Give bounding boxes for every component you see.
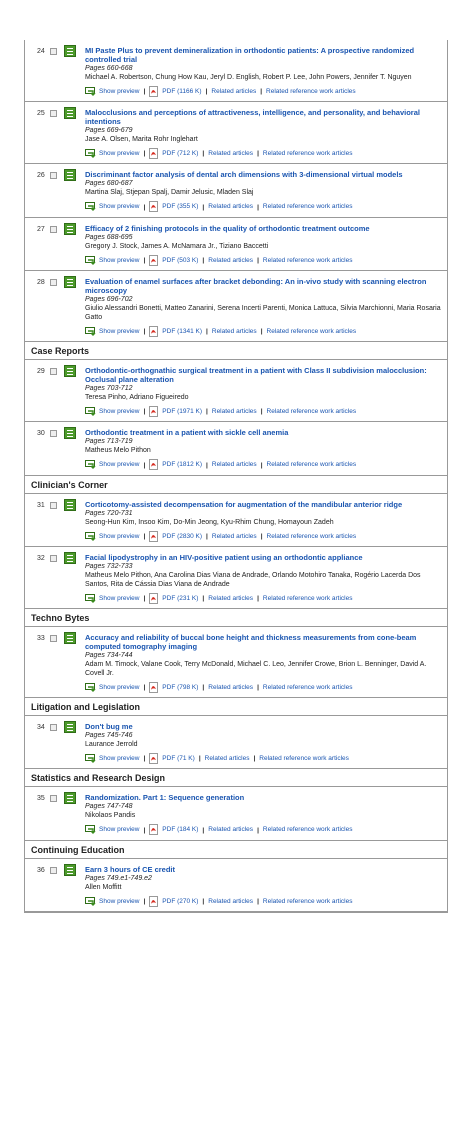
show-preview-link[interactable]: Show preview [99,88,140,96]
related-articles-link[interactable]: Related articles [208,203,254,211]
select-checkbox[interactable] [50,635,57,642]
article-links [85,148,441,159]
article-number: 24 [37,48,45,55]
show-preview-link[interactable]: Show preview [99,684,140,692]
article-item [25,627,447,698]
pdf-link[interactable]: PDF (1812 K) [162,461,203,469]
article-pages: Pages 696-702 [85,295,133,303]
preview-icon[interactable] [85,149,97,158]
select-checkbox[interactable] [50,724,57,731]
related-reference-link[interactable]: Related reference work articles [266,532,357,540]
separator: | [143,408,146,416]
select-checkbox[interactable] [50,172,57,179]
abstract-icon[interactable] [64,552,76,564]
article-item [25,271,447,342]
separator: | [143,150,146,158]
article-pages: Pages 720-731 [85,509,133,517]
preview-icon[interactable] [85,754,97,763]
preview-icon[interactable] [85,897,97,906]
pdf-icon[interactable] [149,753,159,764]
separator: | [143,755,146,763]
section-heading: Case Reports [25,342,447,360]
preview-icon[interactable] [85,202,97,211]
select-checkbox[interactable] [50,368,57,375]
related-articles-link[interactable]: Related articles [208,594,254,602]
pdf-icon[interactable] [149,896,159,907]
abstract-icon[interactable] [64,632,76,644]
article-authors: Adam M. Timock, Valane Cook, Terry McDonald, Michael C. Leo, Jennifer Crowe, Brion L. Benninger, David A. Covell Jr. [85,660,427,677]
related-articles-link[interactable]: Related articles [211,532,257,540]
article-item [25,164,447,217]
separator: | [257,256,259,264]
separator: | [260,461,263,469]
pdf-icon[interactable] [149,682,159,693]
section-heading: Litigation and Legislation [25,698,447,716]
article-title-link[interactable]: Randomization. Part 1: Sequence generation [85,793,245,803]
separator: | [257,826,259,834]
related-reference-link[interactable]: Related reference work articles [266,88,356,96]
article-authors: Matheus Melo Pithon [85,447,151,455]
show-preview-link[interactable]: Show preview [99,256,140,264]
pdf-link[interactable]: PDF (270 K) [162,897,199,905]
select-checkbox[interactable] [50,430,57,437]
show-preview-link[interactable]: Show preview [99,532,140,540]
pdf-link[interactable]: PDF (1971 K) [162,408,203,416]
article-links [85,86,441,97]
abstract-icon[interactable] [64,365,76,377]
article-title-link[interactable]: Orthodontic treatment in a patient with sickle cell anemia [85,428,289,438]
separator: | [257,684,259,692]
pdf-link[interactable]: PDF (2830 K) [162,532,203,540]
preview-icon[interactable] [85,407,97,416]
article-title-link[interactable]: Orthodontic-orthognathic surgical treatment in a patient with Class II subdivision malocclusion: Occlusal plane alteration [85,366,427,385]
section-heading: Clinician's Corner [25,476,447,494]
article-title-link[interactable]: Facial lipodystrophy in an HIV-positive patient using an orthodontic appliance [85,552,363,562]
separator: | [202,203,205,211]
article-item [25,787,447,840]
separator: | [143,328,146,336]
abstract-icon[interactable] [64,169,76,181]
separator: | [143,684,146,692]
article-item [25,218,447,271]
article-links [85,682,441,693]
preview-icon[interactable] [85,87,97,96]
preview-icon[interactable] [85,532,97,541]
related-articles-link[interactable]: Related articles [208,684,254,692]
article-pages: Pages 688-695 [85,233,133,241]
article-number: 36 [37,866,45,874]
select-checkbox[interactable] [50,279,57,286]
article-links [85,896,441,907]
separator: | [202,684,205,692]
abstract-icon[interactable] [64,223,76,235]
article-authors: Allen Moffitt [85,883,122,891]
select-checkbox[interactable] [50,795,57,802]
article-links [85,255,441,266]
separator: | [260,532,263,540]
separator: | [143,897,146,905]
article-links [85,753,441,764]
pdf-icon[interactable] [149,255,159,266]
pdf-icon[interactable] [149,201,159,212]
show-preview-link[interactable]: Show preview [99,826,140,834]
related-articles-link[interactable]: Related articles [211,408,257,416]
article-pages: Pages 749.e1-749.e2 [85,874,152,882]
separator: | [202,826,205,834]
pdf-link[interactable]: PDF (712 K) [162,150,199,158]
preview-icon[interactable] [85,594,97,603]
related-reference-link[interactable]: Related reference work articles [262,684,353,692]
select-checkbox[interactable] [50,555,57,562]
related-articles-link[interactable]: Related articles [208,826,254,834]
pdf-link[interactable]: PDF (231 K) [162,594,199,602]
select-checkbox[interactable] [50,110,57,117]
pdf-icon[interactable] [149,824,159,835]
article-item [25,547,447,609]
pdf-icon[interactable] [149,459,159,470]
pdf-link[interactable]: PDF (1166 K) [162,88,202,96]
abstract-icon[interactable] [64,107,76,119]
pdf-icon[interactable] [149,406,159,417]
separator: | [143,461,146,469]
preview-icon[interactable] [85,256,97,265]
pdf-icon[interactable] [149,148,159,159]
related-articles-link[interactable]: Related articles [208,150,254,158]
article-links [85,824,441,835]
related-reference-link[interactable]: Related reference work articles [266,408,357,416]
article-links [85,406,441,417]
abstract-icon[interactable] [64,499,76,511]
article-number: 26 [37,172,45,180]
abstract-icon[interactable] [64,864,76,876]
show-preview-link[interactable]: Show preview [99,203,140,211]
separator: | [202,256,205,264]
separator: | [198,755,201,763]
abstract-icon[interactable] [64,721,76,733]
article-links [85,459,441,470]
article-number: 33 [37,634,45,642]
article-authors: Giulio Alessandri Bonetti, Matteo Zanarini, Serena Incerti Parenti, Monica Lattuca, Silvia Marchionni, Maria Rosaria Gatto [85,304,441,321]
article-pages: Pages 680-687 [85,180,133,188]
separator: | [202,897,205,905]
article-number: 31 [37,501,45,509]
select-checkbox[interactable] [50,867,57,874]
article-title-link[interactable]: Corticotomy-assisted decompensation for augmentation of the mandibular anterior ridge [85,499,403,509]
article-pages: Pages 732-733 [85,562,133,570]
article-authors: Jase A. Olsen, Marita Rohr Inglehart [85,136,198,144]
article-item [25,40,447,102]
abstract-icon[interactable] [64,276,76,288]
article-number: 32 [37,554,45,562]
separator: | [143,256,146,264]
pdf-icon[interactable] [149,86,159,97]
pdf-link[interactable]: PDF (503 K) [162,256,199,264]
pdf-icon[interactable] [149,326,159,337]
article-title-link[interactable]: Evaluation of enamel surfaces after bracket debonding: An in-vivo study with scanning electron microscopy [85,276,427,295]
show-preview-link[interactable]: Show preview [99,594,140,602]
article-links [85,326,441,337]
article-links [85,593,441,604]
related-reference-link[interactable]: Related reference work articles [262,897,353,905]
related-articles-link[interactable]: Related articles [211,328,257,336]
separator: | [260,328,263,336]
pdf-icon[interactable] [149,593,159,604]
abstract-icon[interactable] [64,792,76,804]
article-authors: Nikolaos Pandis [85,812,136,820]
related-reference-link[interactable]: Related reference work articles [259,755,349,763]
show-preview-link[interactable]: Show preview [99,328,140,336]
separator: | [257,897,259,905]
article-pages: Pages 713-719 [85,438,133,446]
abstract-icon[interactable] [64,45,76,57]
article-authors: Seong-Hun Kim, Insoo Kim, Do-Min Jeong, Kyu-Rhim Chung, Homayoun Zadeh [85,518,334,526]
separator: | [143,203,146,211]
separator: | [143,594,146,602]
article-item [25,859,447,912]
related-reference-link[interactable]: Related reference work articles [262,594,353,602]
article-pages: Pages 747-748 [85,803,133,811]
show-preview-link[interactable]: Show preview [99,897,140,905]
article-authors: Teresa Pinho, Adriano Figueiredo [85,394,189,402]
article-authors: Laurance Jerrold [85,741,138,749]
article-number: 25 [37,110,45,118]
article-number: 27 [37,225,45,233]
related-articles-link[interactable]: Related articles [208,897,254,905]
related-articles-link[interactable]: Related articles [211,461,257,469]
article-links [85,531,441,542]
separator: | [205,88,208,96]
article-item [25,716,447,769]
preview-icon[interactable] [85,683,97,692]
article-authors: Gregory J. Stock, James A. McNamara Jr., Tiziano Baccetti [85,242,269,250]
separator: | [206,328,208,336]
pdf-link[interactable]: PDF (71 K) [162,755,195,763]
pdf-link[interactable]: PDF (355 K) [162,203,199,211]
article-item [25,494,447,547]
pdf-icon[interactable] [149,531,159,542]
select-checkbox[interactable] [50,48,57,55]
preview-icon[interactable] [85,825,97,834]
article-title-link[interactable]: Efficacy of 2 finishing protocols in the quality of orthodontic treatment outcome [85,223,370,233]
article-title-link[interactable]: Accuracy and reliability of buccal bone height and thickness measurements from cone-beam computed tomography imaging [85,632,417,651]
article-item [25,102,447,164]
article-authors: Michael A. Robertson, Chung How Kau, Jeryl D. English, Robert P. Lee, John Powers, Jennifer T. Nguyen [85,74,412,81]
article-title-link[interactable]: Malocclusions and perceptions of attractiveness, intelligence, and personality, and behavioral intentions [85,108,420,127]
article-number: 35 [37,795,45,803]
article-list [24,40,448,913]
article-title-link[interactable]: MI Paste Plus to prevent demineralization in orthodontic patients: A prospective randomized controlled trial [85,46,415,64]
show-preview-link[interactable]: Show preview [99,150,140,158]
related-articles-link[interactable]: Related articles [208,256,254,264]
section-heading: Techno Bytes [25,609,447,627]
pdf-link[interactable]: PDF (1341 K) [162,328,203,336]
article-title-link[interactable]: Earn 3 hours of CE credit [85,864,176,874]
separator: | [206,461,208,469]
abstract-icon[interactable] [64,427,76,439]
preview-icon[interactable] [85,460,97,469]
separator: | [260,88,263,96]
separator: | [206,532,208,540]
related-reference-link[interactable]: Related reference work articles [266,461,357,469]
separator: | [260,408,263,416]
separator: | [257,150,259,158]
article-title-link[interactable]: Don't bug me [85,722,133,732]
article-pages: Pages 669-679 [85,127,133,135]
article-title-link[interactable]: Discriminant factor analysis of dental arch dimensions with 3-dimensional virtual models [85,170,403,180]
section-heading: Statistics and Research Design [25,769,447,787]
article-number: 34 [37,724,45,732]
article-pages: Pages 734-744 [85,651,133,659]
article-item [25,422,447,475]
separator: | [202,594,205,602]
separator: | [206,408,208,416]
section-heading: Continuing Education [25,841,447,859]
separator: | [143,88,146,96]
article-number: 29 [37,368,45,376]
related-reference-link[interactable]: Related reference work articles [262,150,353,158]
pdf-link[interactable]: PDF (184 K) [162,826,199,834]
related-reference-link[interactable]: Related reference work articles [262,826,353,834]
separator: | [202,150,205,158]
article-pages: Pages 745-746 [85,732,133,740]
related-reference-link[interactable]: Related reference work articles [266,328,357,336]
show-preview-link[interactable]: Show preview [99,408,140,416]
article-pages: Pages 660-668 [85,65,133,72]
select-checkbox[interactable] [50,502,57,509]
separator: | [253,755,256,763]
select-checkbox[interactable] [50,226,57,233]
related-reference-link[interactable]: Related reference work articles [262,256,353,264]
separator: | [257,203,259,211]
article-item [25,360,447,422]
article-links [85,201,441,212]
article-number: 28 [37,278,45,286]
article-pages: Pages 703-712 [85,385,133,393]
related-articles-link[interactable]: Related articles [204,755,250,763]
article-authors: Martina Slaj, Stjepan Spalj, Damir Jelusic, Mladen Slaj [85,189,254,197]
related-articles-link[interactable]: Related articles [211,88,257,96]
related-reference-link[interactable]: Related reference work articles [262,203,353,211]
separator: | [257,594,259,602]
separator: | [143,532,146,540]
preview-icon[interactable] [85,327,97,336]
article-number: 30 [37,430,45,438]
show-preview-link[interactable]: Show preview [99,755,140,763]
article-authors: Matheus Melo Pithon, Ana Carolina Dias Viana de Andrade, Orlando Motohiro Tanaka, Rogério Lacerda Dos Santos, Rita de Cássia Dias Viana de Andrade [85,571,421,588]
show-preview-link[interactable]: Show preview [99,461,140,469]
separator: | [143,826,146,834]
pdf-link[interactable]: PDF (798 K) [162,684,199,692]
